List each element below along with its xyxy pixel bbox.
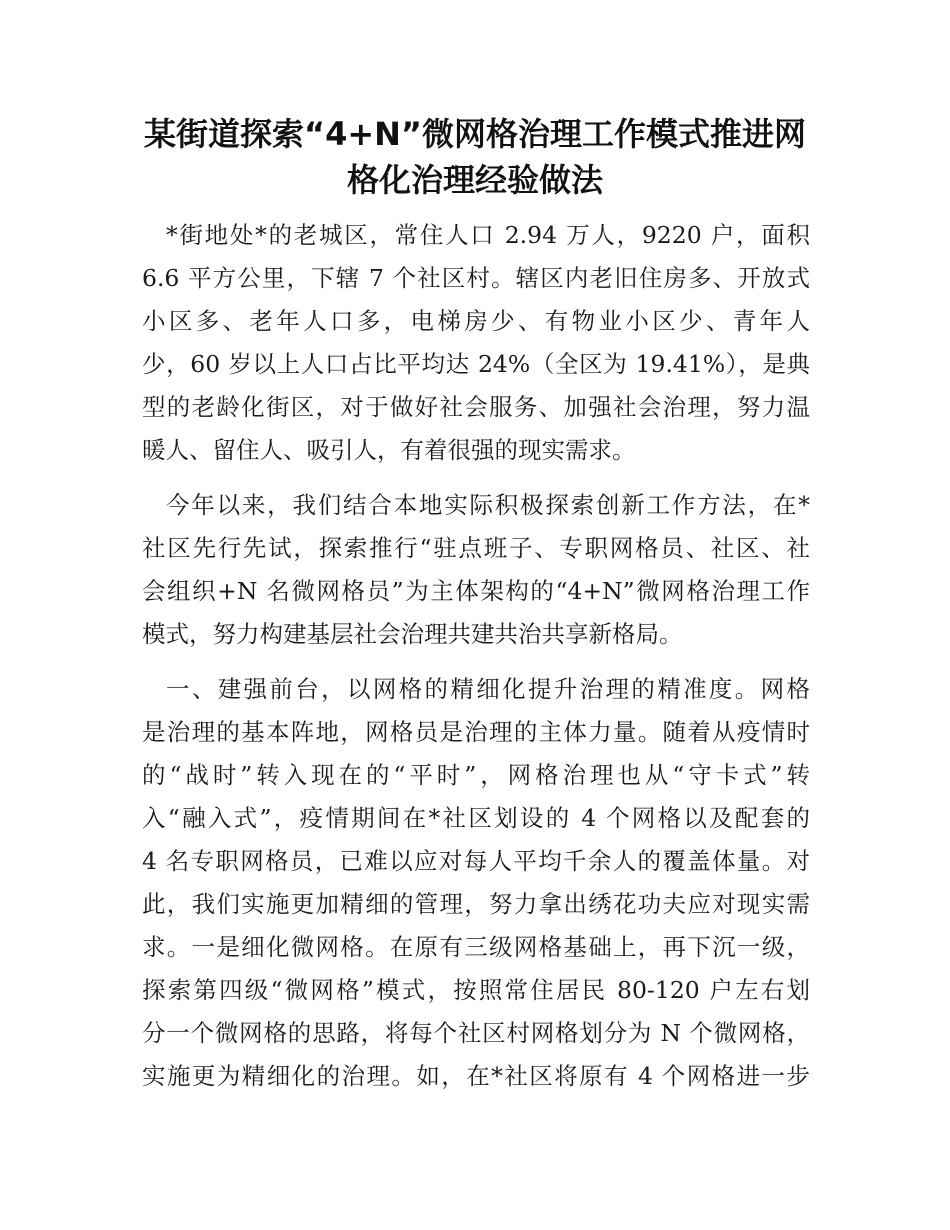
document-title-line-2: 格化治理经验做法 [346, 161, 603, 199]
paragraph-1-line: 少，60 岁以上人口占比平均达 24%（全区为 19.41%），是典 [142, 350, 810, 378]
paragraph-3-line: 的“战时”转入现在的“平时”，网格治理也从“守卡式”转 [142, 761, 810, 789]
paragraph-1-line: 小区多、老年人口多，电梯房少、有物业小区少、青年人 [142, 307, 810, 335]
paragraph-3-line: 求。一是细化微网格。在原有三级网格基础上，再下沉一级， [142, 933, 810, 961]
paragraph-3-line: 探索第四级“微网格”模式，按照常住居民 80-120 户左右划 [142, 976, 810, 1004]
paragraph-3-line: 入“融入式”，疫情期间在*社区划设的 4 个网格以及配套的 [142, 804, 810, 832]
paragraph-3-line: 4 名专职网格员，已难以应对每人平均千余人的覆盖体量。对 [142, 847, 810, 875]
paragraph-1-line: 型的老龄化街区，对于做好社会服务、加强社会治理，努力温 [142, 393, 810, 421]
paragraph-2-line: 今年以来，我们结合本地实际积极探索创新工作方法，在* [166, 491, 810, 519]
paragraph-2-line: 会组织+N 名微网格员”为主体架构的“4+N”微网格治理工作 [142, 577, 810, 605]
document-title-line-1: 某街道探索“4+N”微网格治理工作模式推进网 [144, 115, 806, 153]
paragraph-2-line: 模式，努力构建基层社会治理共建共治共享新格局。 [142, 620, 683, 648]
paragraph-3-line: 分一个微网格的思路，将每个社区村网格划分为 N 个微网格， [142, 1019, 810, 1047]
paragraph-3-line: 此，我们实施更加精细的管理，努力拿出绣花功夫应对现实需 [142, 890, 810, 918]
paragraph-3-line: 是治理的基本阵地，网格员是治理的主体力量。随着从疫情时 [142, 718, 810, 746]
paragraph-2-line: 社区先行先试，探索推行“驻点班子、专职网格员、社区、社 [142, 534, 810, 562]
paragraph-1-line: 6.6 平方公里，下辖 7 个社区村。辖区内老旧住房多、开放式 [142, 264, 810, 292]
paragraph-1-line: *街地处*的老城区，常住人口 2.94 万人，9220 户，面积 [166, 221, 810, 249]
paragraph-3-line: 实施更为精细化的治理。如，在*社区将原有 4 个网格进一步 [142, 1062, 810, 1090]
paragraph-1-line: 暖人、留住人、吸引人，有着很强的现实需求。 [142, 436, 636, 464]
paragraph-3-line: 一、建强前台，以网格的精细化提升治理的精准度。网格 [166, 675, 810, 703]
